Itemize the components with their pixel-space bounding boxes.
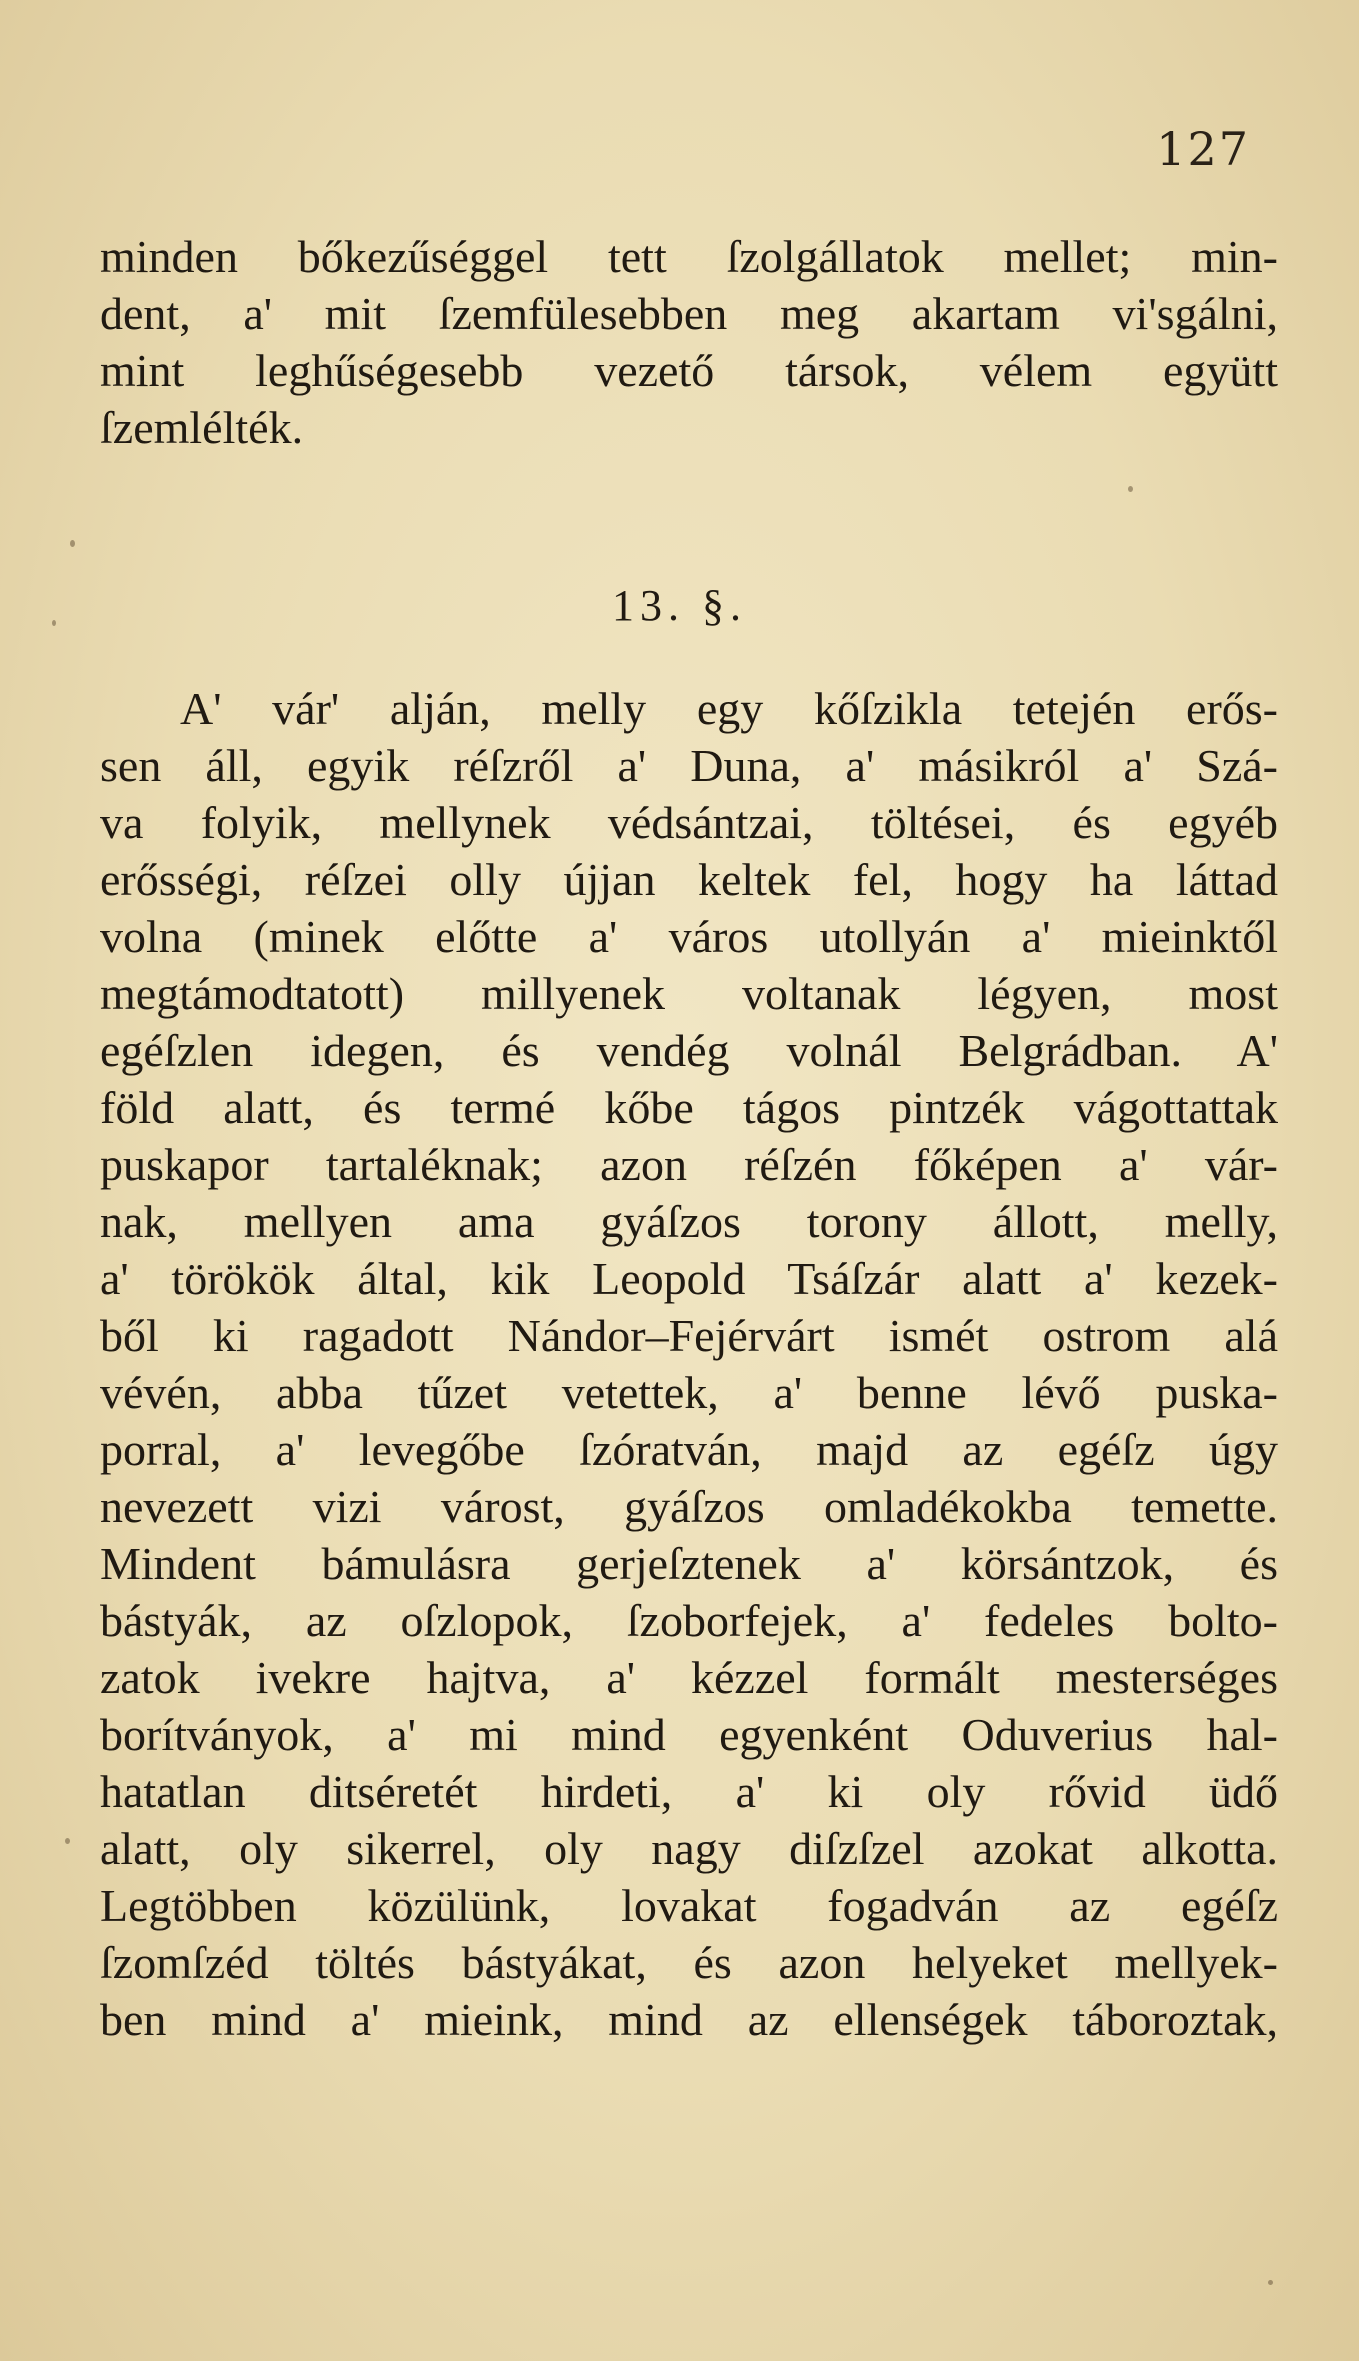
text-line: mint leghűségesebb vezető társok, vélem együtt [100,345,1278,396]
text-line: föld alatt, és termé kőbe tágos pintzék vágottattak [100,1082,1278,1133]
text-line: va folyik, mellynek védsántzai, töltései, és egyéb [100,797,1278,848]
paper-speck [1268,2280,1273,2285]
text-line: hatatlan ditséretét hirdeti, a' ki oly rővid üdő [100,1766,1278,1817]
text-line: ſzemlélték. [100,402,304,453]
text-line: nevezett vizi várost, gyáſzos omladékokba temette. [100,1481,1278,1532]
text-line: a' törökök által, kik Leopold Tsáſzár alatt a' kezek- [100,1253,1278,1304]
text-line: porral, a' levegőbe ſzóratván, majd az egéſz úgy [100,1424,1278,1475]
text-line: erősségi, réſzei olly újjan keltek fel, hogy ha láttad [100,854,1278,905]
text-line: ben mind a' mieink, mind az ellenségek táboroztak, [100,1994,1278,2045]
paper-speck [65,1838,70,1844]
text-line: alatt, oly sikerrel, oly nagy diſzſzel azokat alkotta. [100,1823,1278,1874]
text-line: egéſzlen idegen, és vendég volnál Belgrádban. A' [100,1025,1278,1076]
paper-speck [1128,486,1133,492]
paragraph-main [100,680,1278,2048]
text-line: puskapor tartaléknak; azon réſzén főképen a' vár- [100,1139,1278,1190]
text-line: Legtöbben közülünk, lovakat fogadván az egéſz [100,1880,1278,1931]
text-line: Mindent bámulásra gerjeſztenek a' körsántzok, és [100,1538,1278,1589]
text-line: borítványok, a' mi mind egyenként Oduverius hal- [100,1709,1278,1760]
text-line: bástyák, az oſzlopok, ſzoborfejek, a' fedeles bolto- [100,1595,1278,1646]
text-line: A' vár' alján, melly egy kőſzikla tetején erős- [180,683,1278,734]
text-line: volna (minek előtte a' város utollyán a' mieinktől [100,911,1278,962]
text-line: nak, mellyen ama gyáſzos torony állott, melly, [100,1196,1278,1247]
text-line: zatok ivekre hajtva, a' kézzel formált mesterséges [100,1652,1278,1703]
paper-speck [52,620,56,626]
text-line: minden bőkezűséggel tett ſzolgállatok mellet; min- [100,231,1278,282]
paragraph-continued [100,228,1278,456]
text-line: dent, a' mit ſzemfülesebben meg akartam vi'sgálni, [100,288,1278,339]
text-line: vévén, abba tűzet vetettek, a' benne lévő puska- [100,1367,1278,1418]
page-number: 127 [1156,122,1250,176]
section-heading: 13. §. [612,581,747,630]
text-line: ből ki ragadott Nándor–Fejérvárt ismét ostrom alá [100,1310,1278,1361]
paper-speck [70,540,75,547]
text-line: megtámodtatott) millyenek voltanak légyen, most [100,968,1278,1019]
text-line: ſzomſzéd töltés bástyákat, és azon helyeket mellyek- [100,1937,1278,1988]
text-line: sen áll, egyik réſzről a' Duna, a' másikról a' Szá- [100,740,1278,791]
